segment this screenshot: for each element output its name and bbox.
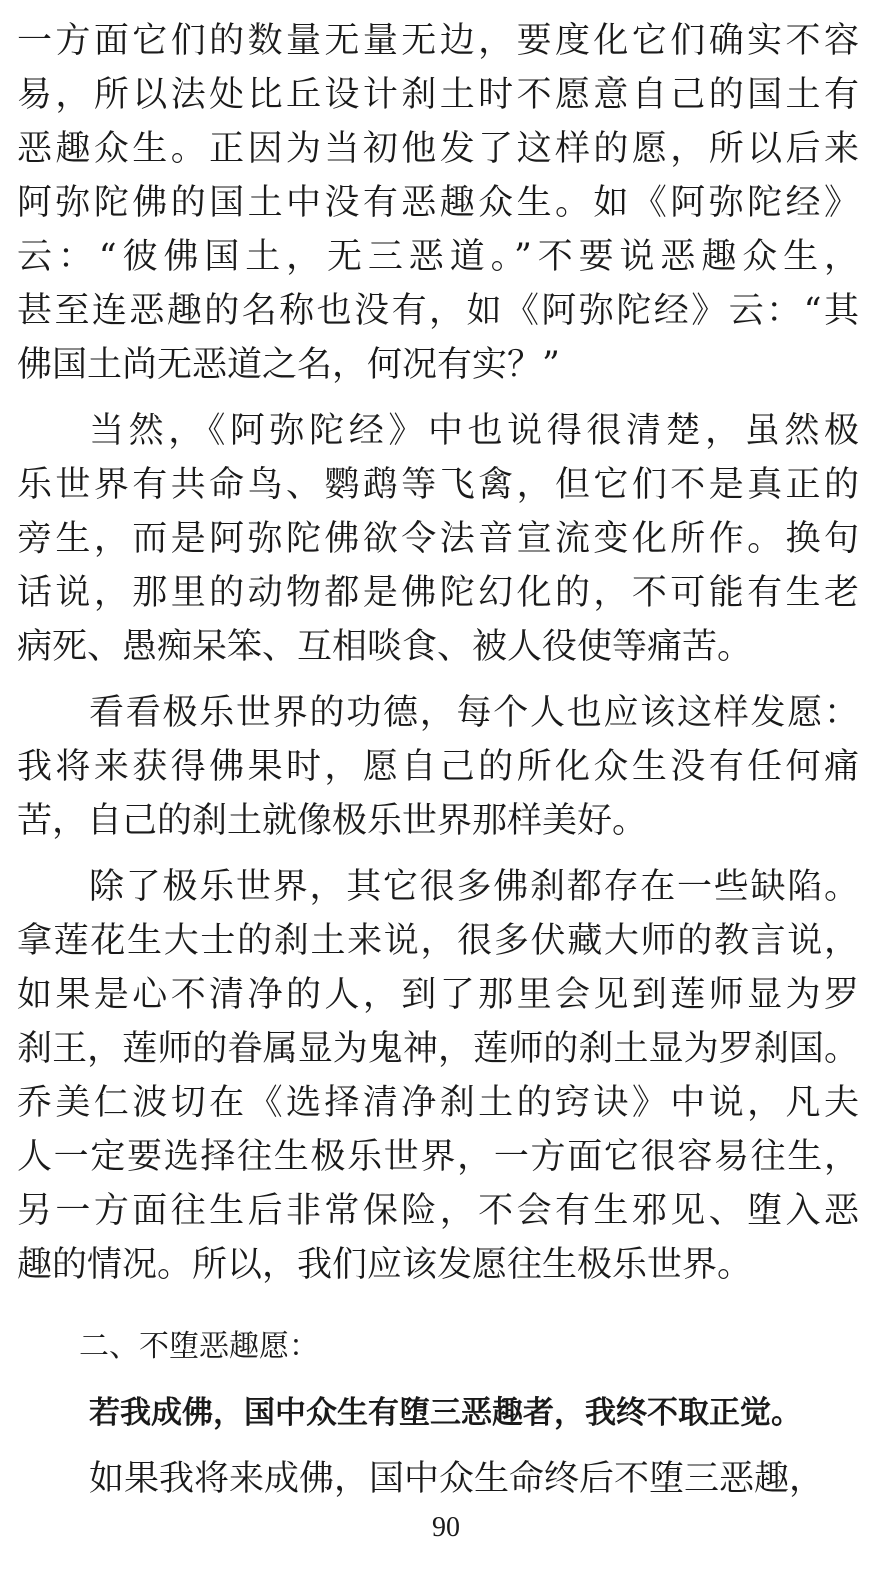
paragraph <box>17 686 859 848</box>
text-line: 当然，《阿弥陀经》中也说得很清楚，虽然极 <box>89 411 859 451</box>
paragraph <box>17 14 859 392</box>
section-gap <box>17 1440 859 1452</box>
page-number: 90 <box>432 1512 460 1543</box>
text-line: 除了极乐世界，其它很多佛刹都存在一些缺陷。 <box>89 867 859 907</box>
paragraph-gap <box>17 674 859 686</box>
text-line: 甚至连恶趣的名称也没有，如《阿弥陀经》云：“其 <box>17 291 859 331</box>
text-line: 刹王，莲师的眷属显为鬼神，莲师的刹土显为罗刹国。 <box>17 1029 859 1069</box>
text-line: 乐世界有共命鸟、鹦鹉等飞禽，但它们不是真正的 <box>17 465 859 505</box>
text-line: 易，所以法处比丘设计刹土时不愿意自己的国土有 <box>17 75 859 115</box>
page-body <box>17 14 859 1506</box>
text-line: 苦，自己的刹土就像极乐世界那样美好。 <box>17 801 648 841</box>
text-line: 另一方面往生后非常保险，不会有生邪见、堕入恶 <box>17 1191 859 1231</box>
paragraph-gap <box>17 848 859 860</box>
text-line: 乔美仁波切在《选择清净刹土的窍诀》中说，凡夫 <box>17 1083 859 1123</box>
text-line: 病死、愚痴呆笨、互相啖食、被人役使等痛苦。 <box>17 627 753 667</box>
paragraph <box>17 860 859 1292</box>
vow-text: 若我成佛，国中众生有堕三恶趣者，我终不取正觉。 <box>89 1395 802 1431</box>
text-line: 如果我将来成佛，国中众生命终后不堕三恶趣， <box>89 1459 825 1499</box>
section-heading: 二、不堕恶趣愿： <box>79 1329 319 1364</box>
text-line: 阿弥陀佛的国土中没有恶趣众生。如《阿弥陀经》 <box>17 183 859 223</box>
section-gap <box>17 1374 859 1386</box>
text-line: 恶趣众生。正因为当初他发了这样的愿，所以后来 <box>17 129 859 169</box>
text-line: 人一定要选择往生极乐世界，一方面它很容易往生， <box>17 1137 859 1177</box>
paragraph <box>17 404 859 674</box>
text-line: 如果是心不清净的人，到了那里会见到莲师显为罗 <box>17 975 859 1015</box>
text-line: 一方面它们的数量无量无边，要度化它们确实不容 <box>17 21 859 61</box>
paragraph-gap <box>17 392 859 404</box>
text-line: 旁生，而是阿弥陀佛欲令法音宣流变化所作。换句 <box>17 519 859 559</box>
text-line: 我将来获得佛果时，愿自己的所化众生没有任何痛 <box>17 747 859 787</box>
section-gap <box>17 1292 859 1320</box>
text-line: 拿莲花生大士的刹土来说，很多伏藏大师的教言说， <box>17 921 859 961</box>
text-line: 看看极乐世界的功德，每个人也应该这样发愿： <box>89 693 859 733</box>
text-line: 趣的情况。所以，我们应该发愿往生极乐世界。 <box>17 1245 753 1285</box>
text-line: 话说，那里的动物都是佛陀幻化的，不可能有生老 <box>17 573 859 613</box>
text-line: 佛国土尚无恶道之名，何况有实？” <box>17 345 560 385</box>
text-line: 云：“彼佛国土，无三恶道。”不要说恶趣众生， <box>17 237 859 277</box>
